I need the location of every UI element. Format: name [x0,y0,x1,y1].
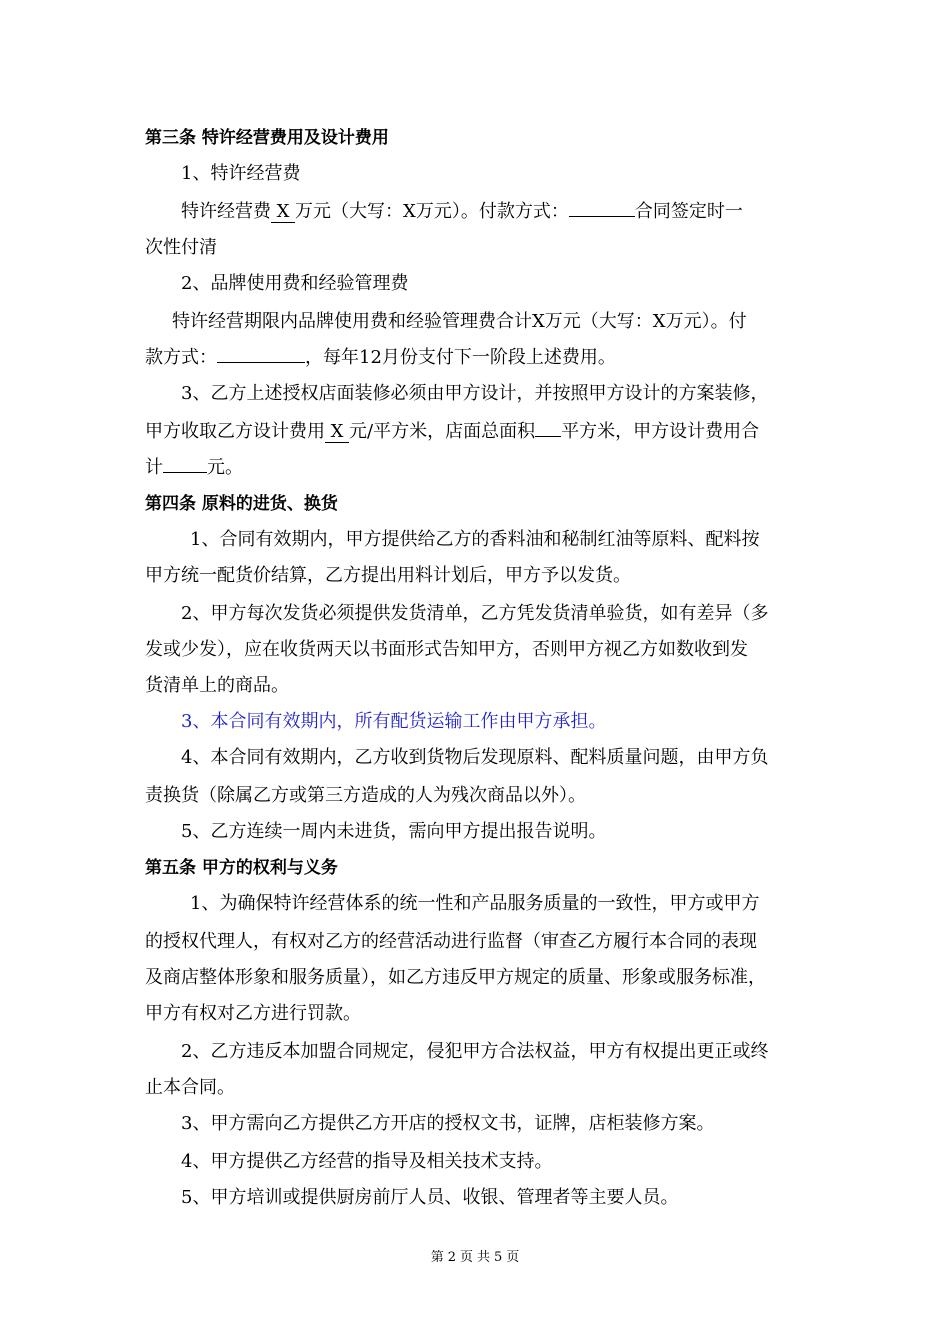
a4-item-2-line1: 2、甲方每次发货必须提供发货清单，乙方凭发货清单验货，如有差异（多 [181,603,769,624]
a3-brand-post: ，每年12月份支付下一阶段上述费用。 [305,347,616,368]
a3-fee-line [181,200,743,224]
a3-item-1: 1、特许经营费 [181,163,301,184]
a3-total-blank [163,472,207,473]
a4-item-4-line1: 4、本合同有效期内，乙方收到货物后发现原料、配料质量问题，由甲方负 [181,747,769,768]
a5-item-1-line3: 及商店整体形象和服务质量），如乙方违反甲方规定的质量、形象或服务标准， [145,967,766,988]
a3-item-3-line3 [145,456,243,480]
a5-item-1-line1: 1、为确保特许经营体系的统一性和产品服务质量的一致性，甲方或甲方 [190,893,760,914]
a4-item-2-line2: 发或少发），应在收货两天以书面形式告知甲方，否则甲方视乙方如数收到发 [145,639,748,660]
footer-post: 页 [506,1250,520,1265]
a3-fee-x: X [271,202,295,223]
a4-item-1-line1: 1、合同有效期内，甲方提供给乙方的香料油和秘制红油等原料、配料按 [190,529,760,550]
article-5-heading: 第五条 甲方的权利与义务 [145,858,338,878]
footer-current-page: 2 [447,1250,456,1265]
a3-item3-post: 平方米，甲方设计费用合 [561,421,760,442]
a3-fee-cont: 次性付清 [145,237,217,258]
a3-item3-mid: 元/平方米，店面总面积 [349,421,536,442]
a3-item-2: 2、品牌使用费和经验管理费 [181,273,409,294]
a4-item-5: 5、乙方连续一周内未进货，需向甲方提出报告说明。 [181,821,607,842]
a3-brand-line1: 特许经营期限内品牌使用费和经验管理费合计X万元（大写：X万元）。付 [172,311,747,332]
a3-brand-pre: 款方式： [145,347,217,368]
a3-item3-x: X [325,422,349,443]
footer-total-pages: 5 [494,1250,503,1265]
article-3-heading: 第三条 特许经营费用及设计费用 [145,128,389,148]
a5-item-1-line4: 甲方有权对乙方进行罚款。 [145,1003,361,1024]
a3-item3-pre: 甲方收取乙方设计费用 [145,421,325,442]
a4-item-1-line2: 甲方统一配货价结算，乙方提出用料计划后，甲方予以发货。 [145,565,631,586]
a3-fee-tail: 合同签定时一 [634,201,743,222]
a5-item-2-line1: 2、乙方违反本加盟合同规定，侵犯甲方合法权益，甲方有权提出更正或终 [181,1041,769,1062]
a5-item-4: 4、甲方提供乙方经营的指导及相关技术支持。 [181,1151,553,1172]
a3-item3-blank [535,436,561,437]
a4-item-4-line2: 责换货（除属乙方或第三方造成的人为残次商品以外）。 [145,785,586,806]
a3-total-post: 元。 [207,457,243,478]
a5-item-1-line2: 的授权代理人，有权对乙方的经营活动进行监督（审查乙方履行本合同的表现 [145,931,757,952]
a5-item-2-line2: 止本合同。 [145,1077,235,1098]
footer-mid2: 共 [477,1250,491,1265]
page-footer [0,1246,950,1265]
footer-pre: 第 [430,1250,444,1265]
a4-item-2-line3: 货清单上的商品。 [145,675,289,696]
a3-fee-pre: 特许经营费 [181,201,271,222]
a3-brand-line2 [145,346,616,370]
a3-brand-blank [217,362,305,363]
a3-item-3-line1: 3、乙方上述授权店面装修必须由甲方设计，并按照甲方设计的方案装修， [181,383,769,404]
a5-item-3: 3、甲方需向乙方提供乙方开店的授权文书，证牌，店柜装修方案。 [181,1113,715,1134]
article-4-heading: 第四条 原料的进货、换货 [145,494,338,514]
footer-mid1: 页 [459,1250,473,1265]
a3-fee-blank [569,216,635,217]
a3-fee-post: 万元（大写：X万元）。付款方式： [295,201,569,222]
a4-item-3: 3、本合同有效期内，所有配货运输工作由甲方承担。 [181,711,607,732]
a3-item-3-line2 [145,420,759,444]
a3-total-pre: 计 [145,457,163,478]
a5-item-5: 5、甲方培训或提供厨房前厅人员、收银、管理者等主要人员。 [181,1187,679,1208]
